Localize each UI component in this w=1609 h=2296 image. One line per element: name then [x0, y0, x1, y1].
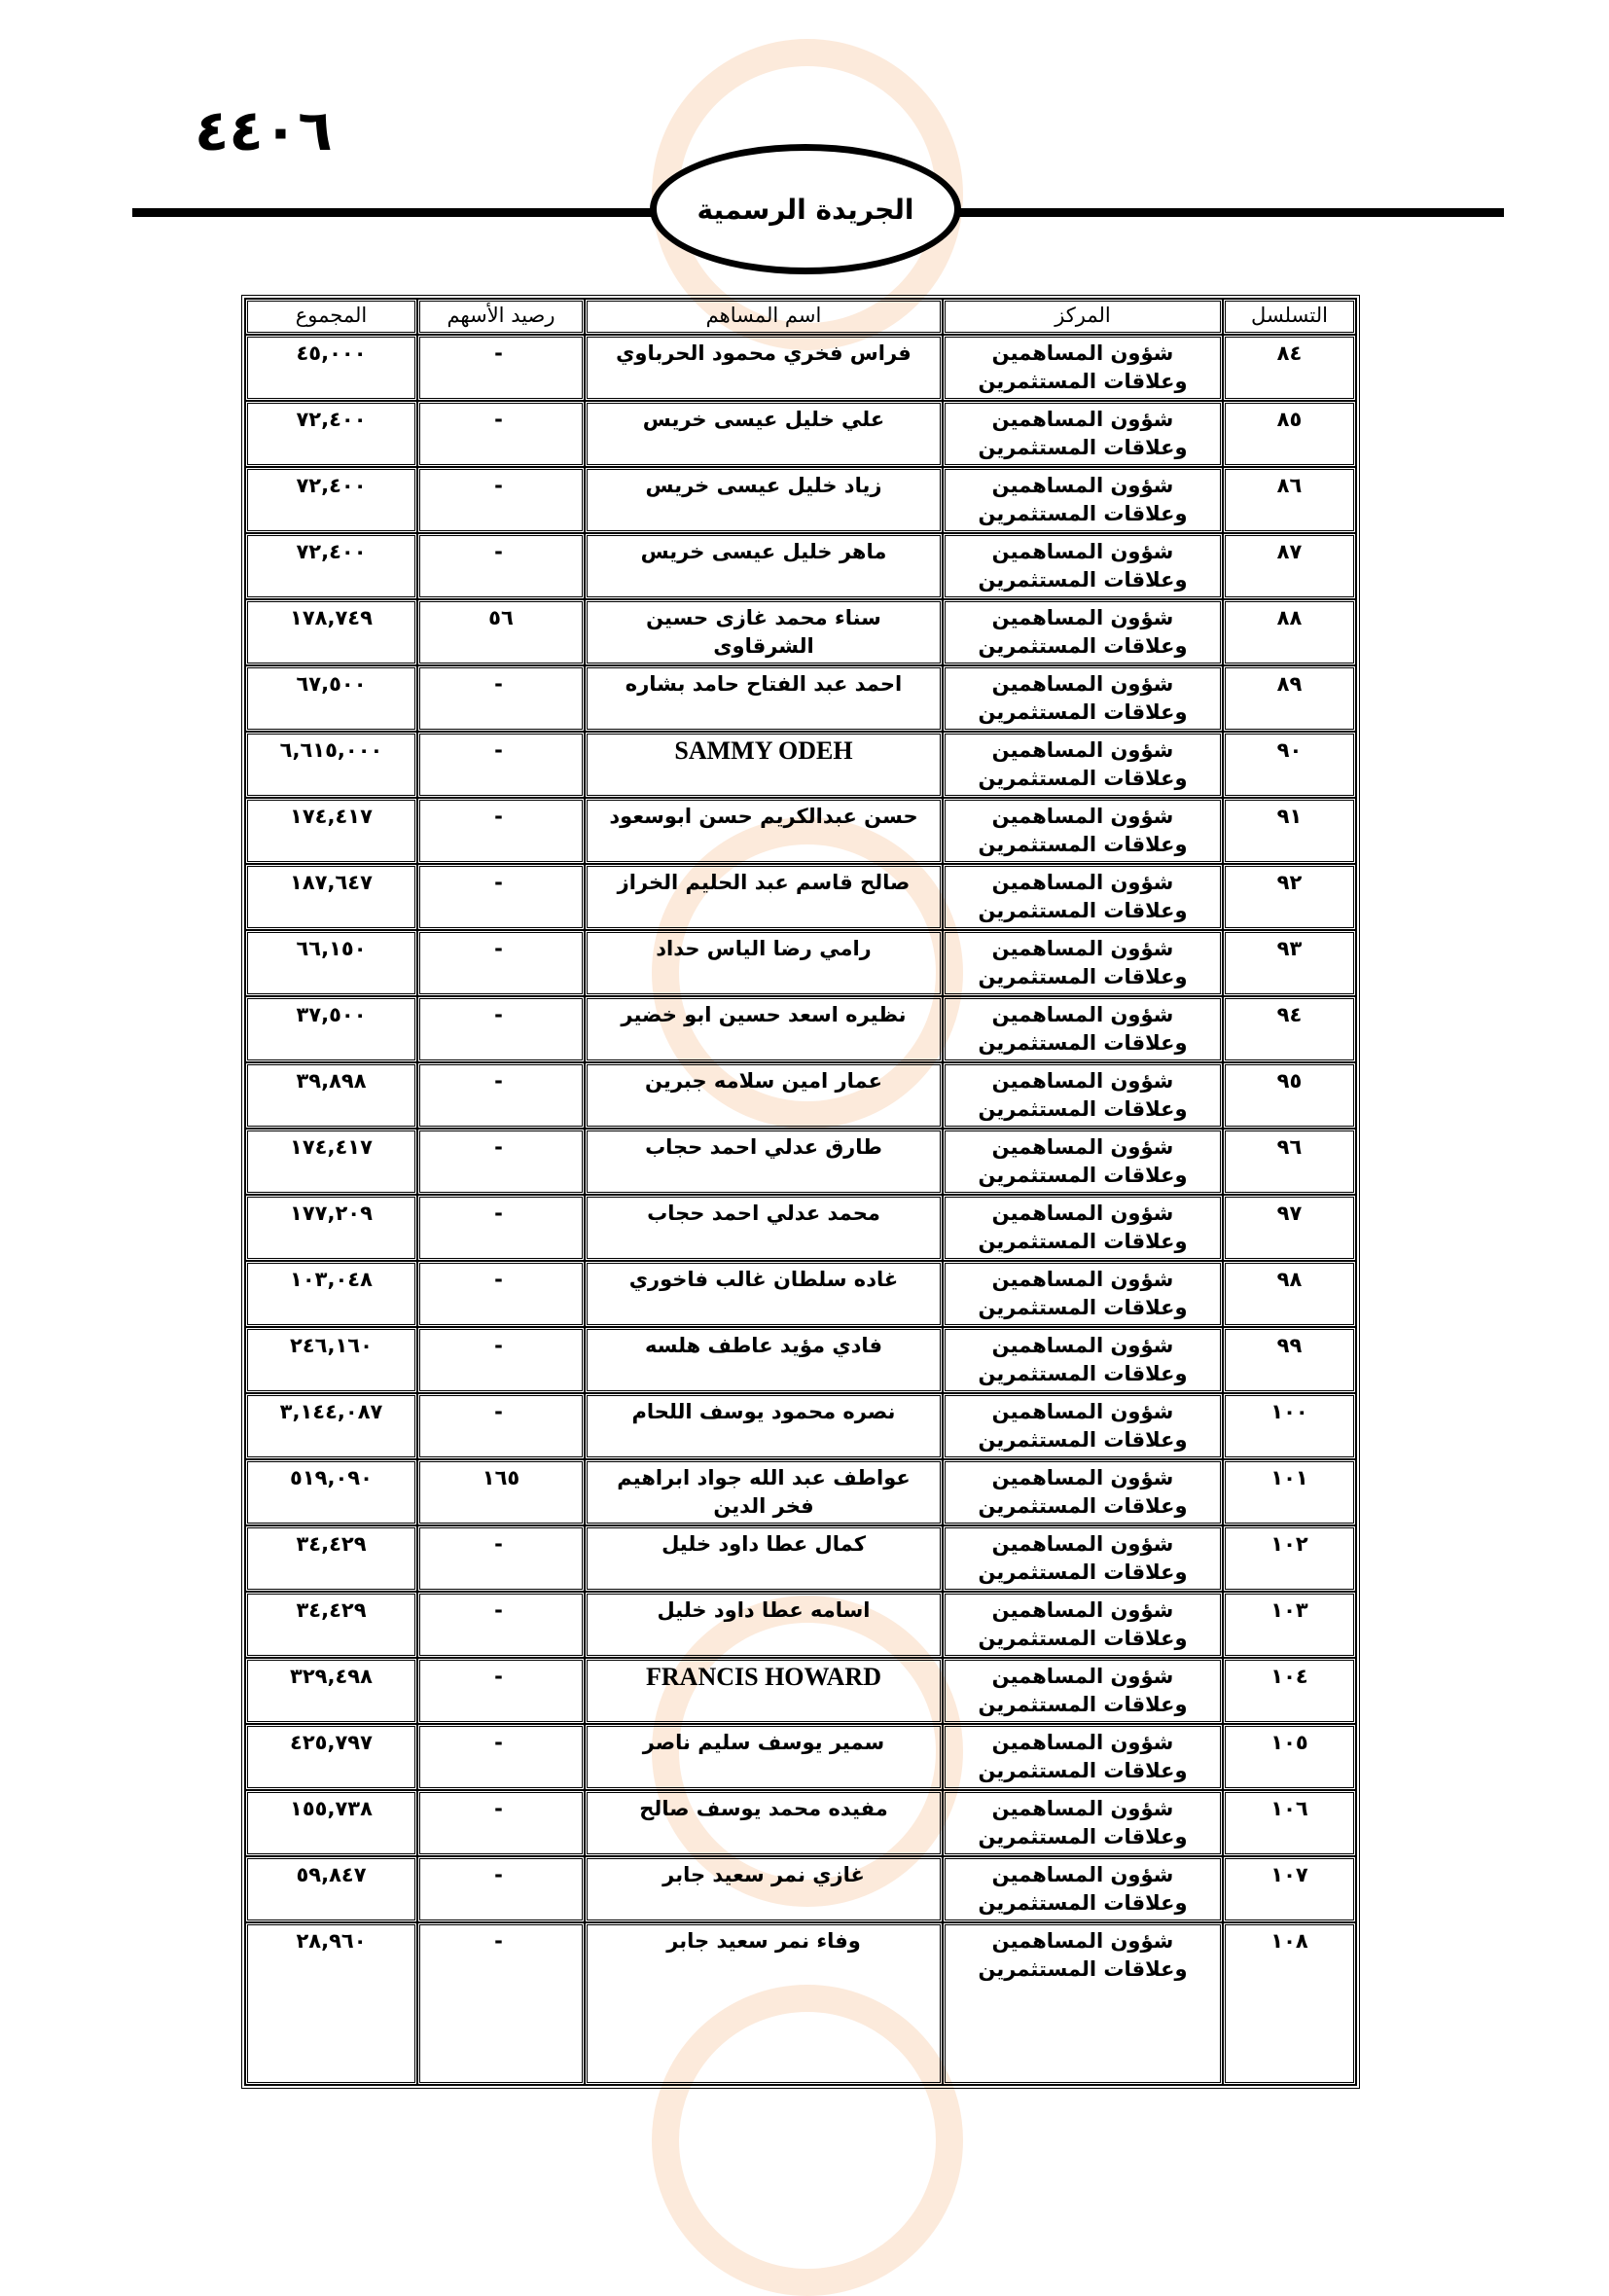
- table-row: [245, 1525, 1356, 1592]
- seq-cell: ٩٧: [1223, 1195, 1356, 1261]
- name-cell: سناء محمد غازى حسين الشرقاوى: [585, 599, 943, 665]
- total-cell: ٢٨,٩٦٠: [245, 1922, 417, 2085]
- table-row: [245, 864, 1356, 930]
- balance-cell: -: [417, 864, 585, 930]
- center-cell: شؤون المساهمين وعلاقات المستثمرين: [943, 1592, 1223, 1658]
- balance-cell: -: [417, 930, 585, 996]
- name-cell: فادي مؤيد عاطف هلسه: [585, 1327, 943, 1393]
- table-row: [245, 335, 1356, 401]
- balance-cell: -: [417, 732, 585, 798]
- total-cell: ١٧٧,٢٠٩: [245, 1195, 417, 1261]
- total-cell: ٣٤,٤٢٩: [245, 1525, 417, 1592]
- table-row: [245, 1790, 1356, 1856]
- seq-cell: ٩٩: [1223, 1327, 1356, 1393]
- table-row: [245, 1856, 1356, 1922]
- balance-cell: -: [417, 335, 585, 401]
- seq-cell: ١٠٢: [1223, 1525, 1356, 1592]
- table-row: [245, 467, 1356, 533]
- table-row: [245, 1195, 1356, 1261]
- table-row: [245, 665, 1356, 732]
- total-cell: ١٧٤,٤١٧: [245, 798, 417, 864]
- balance-cell: -: [417, 1062, 585, 1129]
- name-cell: علي خليل عيسى خريس: [585, 401, 943, 467]
- balance-cell: -: [417, 1327, 585, 1393]
- table-header-row: [245, 299, 1356, 335]
- header-center: المركز: [943, 299, 1223, 335]
- center-cell: شؤون المساهمين وعلاقات المستثمرين: [943, 1129, 1223, 1195]
- center-cell: شؤون المساهمين وعلاقات المستثمرين: [943, 533, 1223, 599]
- seq-cell: ٨٥: [1223, 401, 1356, 467]
- table-row: [245, 930, 1356, 996]
- center-cell: شؤون المساهمين وعلاقات المستثمرين: [943, 732, 1223, 798]
- name-cell: وفاء نمر سعيد جابر: [585, 1922, 943, 2085]
- seq-cell: ٩٣: [1223, 930, 1356, 996]
- page-number: ٤٤٠٦: [195, 97, 333, 163]
- seq-cell: ٩٤: [1223, 996, 1356, 1062]
- total-cell: ٤٥,٠٠٠: [245, 335, 417, 401]
- center-cell: شؤون المساهمين وعلاقات المستثمرين: [943, 1724, 1223, 1790]
- center-cell: شؤون المساهمين وعلاقات المستثمرين: [943, 1922, 1223, 2085]
- center-cell: شؤون المساهمين وعلاقات المستثمرين: [943, 665, 1223, 732]
- balance-cell: -: [417, 533, 585, 599]
- center-cell: شؤون المساهمين وعلاقات المستثمرين: [943, 467, 1223, 533]
- header-name: اسم المساهم: [585, 299, 943, 335]
- total-cell: ٦,٦١٥,٠٠٠: [245, 732, 417, 798]
- balance-cell: -: [417, 1922, 585, 2085]
- total-cell: ٥١٩,٠٩٠: [245, 1459, 417, 1525]
- header-title: الجريدة الرسمية: [697, 193, 914, 226]
- name-cell: FRANCIS HOWARD: [585, 1658, 943, 1724]
- seq-cell: ١٠٧: [1223, 1856, 1356, 1922]
- balance-cell: -: [417, 1790, 585, 1856]
- name-cell: نظيره اسعد حسين ابو خضير: [585, 996, 943, 1062]
- name-cell: اسامه عطا داود خليل: [585, 1592, 943, 1658]
- table-row: [245, 1922, 1356, 2085]
- seq-cell: ١٠٠: [1223, 1393, 1356, 1459]
- center-cell: شؤون المساهمين وعلاقات المستثمرين: [943, 1261, 1223, 1327]
- seq-cell: ٩٥: [1223, 1062, 1356, 1129]
- table-row: [245, 1658, 1356, 1724]
- name-cell: محمد عدلي احمد حجاب: [585, 1195, 943, 1261]
- name-cell: ماهر خليل عيسى خريس: [585, 533, 943, 599]
- center-cell: شؤون المساهمين وعلاقات المستثمرين: [943, 401, 1223, 467]
- table-row: [245, 401, 1356, 467]
- center-cell: شؤون المساهمين وعلاقات المستثمرين: [943, 335, 1223, 401]
- header-seq: التسلسل: [1223, 299, 1356, 335]
- table-row: [245, 1592, 1356, 1658]
- seq-cell: ٨٧: [1223, 533, 1356, 599]
- table-row: [245, 1327, 1356, 1393]
- total-cell: ٧٢,٤٠٠: [245, 533, 417, 599]
- seq-cell: ٩٦: [1223, 1129, 1356, 1195]
- balance-cell: -: [417, 1856, 585, 1922]
- total-cell: ٤٢٥,٧٩٧: [245, 1724, 417, 1790]
- seq-cell: ١٠١: [1223, 1459, 1356, 1525]
- balance-cell: -: [417, 996, 585, 1062]
- name-cell: احمد عبد الفتاح حامد بشاره: [585, 665, 943, 732]
- seq-cell: ١٠٨: [1223, 1922, 1356, 2085]
- total-cell: ١٧٨,٧٤٩: [245, 599, 417, 665]
- header-balance: رصيد الأسهم: [417, 299, 585, 335]
- name-cell: SAMMY ODEH: [585, 732, 943, 798]
- balance-cell: -: [417, 1724, 585, 1790]
- name-cell: عواطف عبد الله جواد ابراهيم فخر الدين: [585, 1459, 943, 1525]
- total-cell: ٣,١٤٤,٠٨٧: [245, 1393, 417, 1459]
- seq-cell: ١٠٤: [1223, 1658, 1356, 1724]
- name-cell: صالح قاسم عبد الحليم الخراز: [585, 864, 943, 930]
- seq-cell: ١٠٣: [1223, 1592, 1356, 1658]
- center-cell: شؤون المساهمين وعلاقات المستثمرين: [943, 599, 1223, 665]
- name-cell: زياد خليل عيسى خريس: [585, 467, 943, 533]
- center-cell: شؤون المساهمين وعلاقات المستثمرين: [943, 996, 1223, 1062]
- name-cell: حسن عبدالكريم حسن ابوسعود: [585, 798, 943, 864]
- table-row: [245, 1129, 1356, 1195]
- center-cell: شؤون المساهمين وعلاقات المستثمرين: [943, 1525, 1223, 1592]
- seq-cell: ٩٢: [1223, 864, 1356, 930]
- balance-cell: -: [417, 1658, 585, 1724]
- seq-cell: ٩٨: [1223, 1261, 1356, 1327]
- balance-cell: -: [417, 1195, 585, 1261]
- name-cell: فراس فخري محمود الحرباوي: [585, 335, 943, 401]
- name-cell: طارق عدلي احمد حجاب: [585, 1129, 943, 1195]
- center-cell: شؤون المساهمين وعلاقات المستثمرين: [943, 1856, 1223, 1922]
- seq-cell: ٩٠: [1223, 732, 1356, 798]
- balance-cell: -: [417, 1129, 585, 1195]
- seq-cell: ٨٦: [1223, 467, 1356, 533]
- name-cell: غازي نمر سعيد جابر: [585, 1856, 943, 1922]
- total-cell: ١٥٥,٧٣٨: [245, 1790, 417, 1856]
- balance-cell: -: [417, 798, 585, 864]
- center-cell: شؤون المساهمين وعلاقات المستثمرين: [943, 1062, 1223, 1129]
- center-cell: شؤون المساهمين وعلاقات المستثمرين: [943, 1393, 1223, 1459]
- table-row: [245, 599, 1356, 665]
- name-cell: نصره محمود يوسف اللحام: [585, 1393, 943, 1459]
- name-cell: عمار امين سلامه جبرين: [585, 1062, 943, 1129]
- balance-cell: -: [417, 1525, 585, 1592]
- table-row: [245, 533, 1356, 599]
- table-row: [245, 798, 1356, 864]
- name-cell: مفيده محمد يوسف صالح: [585, 1790, 943, 1856]
- seq-cell: ٨٩: [1223, 665, 1356, 732]
- seq-cell: ١٠٦: [1223, 1790, 1356, 1856]
- total-cell: ٣٤,٤٢٩: [245, 1592, 417, 1658]
- center-cell: شؤون المساهمين وعلاقات المستثمرين: [943, 864, 1223, 930]
- total-cell: ٢٤٦,١٦٠: [245, 1327, 417, 1393]
- total-cell: ١٧٤,٤١٧: [245, 1129, 417, 1195]
- seq-cell: ٨٤: [1223, 335, 1356, 401]
- table-row: [245, 732, 1356, 798]
- balance-cell: -: [417, 1261, 585, 1327]
- shareholders-table: [241, 295, 1360, 2089]
- center-cell: شؤون المساهمين وعلاقات المستثمرين: [943, 1327, 1223, 1393]
- header-total: المجموع: [245, 299, 417, 335]
- seq-cell: ٩١: [1223, 798, 1356, 864]
- total-cell: ١٠٣,٠٤٨: [245, 1261, 417, 1327]
- center-cell: شؤون المساهمين وعلاقات المستثمرين: [943, 930, 1223, 996]
- total-cell: ٣٧,٥٠٠: [245, 996, 417, 1062]
- seq-cell: ١٠٥: [1223, 1724, 1356, 1790]
- center-cell: شؤون المساهمين وعلاقات المستثمرين: [943, 1195, 1223, 1261]
- table-row: [245, 1393, 1356, 1459]
- total-cell: ١٨٧,٦٤٧: [245, 864, 417, 930]
- seq-cell: ٨٨: [1223, 599, 1356, 665]
- center-cell: شؤون المساهمين وعلاقات المستثمرين: [943, 1790, 1223, 1856]
- total-cell: ٣٩,٨٩٨: [245, 1062, 417, 1129]
- table-row: [245, 996, 1356, 1062]
- center-cell: شؤون المساهمين وعلاقات المستثمرين: [943, 1658, 1223, 1724]
- balance-cell: -: [417, 1393, 585, 1459]
- balance-cell: ١٦٥: [417, 1459, 585, 1525]
- total-cell: ٥٩,٨٤٧: [245, 1856, 417, 1922]
- table-row: [245, 1261, 1356, 1327]
- table-row: [245, 1459, 1356, 1525]
- total-cell: ٣٢٩,٤٩٨: [245, 1658, 417, 1724]
- name-cell: سمير يوسف سليم ناصر: [585, 1724, 943, 1790]
- center-cell: شؤون المساهمين وعلاقات المستثمرين: [943, 1459, 1223, 1525]
- balance-cell: -: [417, 1592, 585, 1658]
- total-cell: ٧٢,٤٠٠: [245, 401, 417, 467]
- total-cell: ٧٢,٤٠٠: [245, 467, 417, 533]
- table-row: [245, 1724, 1356, 1790]
- header-oval: [650, 144, 961, 274]
- balance-cell: -: [417, 467, 585, 533]
- name-cell: كمال عطا داود خليل: [585, 1525, 943, 1592]
- balance-cell: ٥٦: [417, 599, 585, 665]
- table-row: [245, 1062, 1356, 1129]
- total-cell: ٦٦,١٥٠: [245, 930, 417, 996]
- total-cell: ٦٧,٥٠٠: [245, 665, 417, 732]
- balance-cell: -: [417, 401, 585, 467]
- center-cell: شؤون المساهمين وعلاقات المستثمرين: [943, 798, 1223, 864]
- balance-cell: -: [417, 665, 585, 732]
- name-cell: غاده سلطان غالب فاخوري: [585, 1261, 943, 1327]
- name-cell: رامي رضا الياس حداد: [585, 930, 943, 996]
